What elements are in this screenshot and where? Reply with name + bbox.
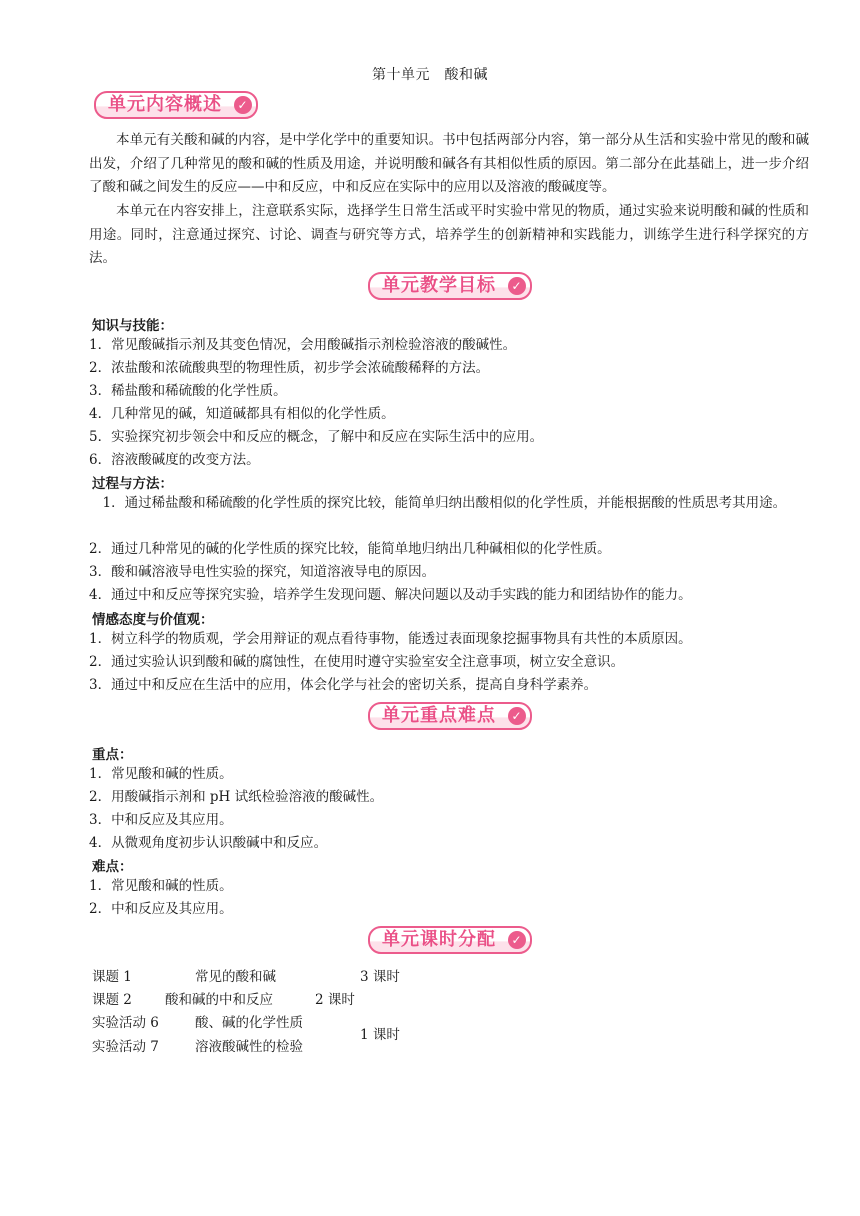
difficult-heading: 难点： [92, 859, 133, 875]
schedule-hours: 3 课时 [360, 969, 400, 985]
key-points-banner-label: 单元重点难点 [382, 705, 496, 726]
process-item: 3．酸和碱溶液导电性实验的探究，知道溶液导电的原因。 [89, 564, 436, 580]
key-item: 3．中和反应及其应用。 [89, 812, 233, 828]
knowledge-item: 3．稀盐酸和稀硫酸的化学性质。 [89, 383, 287, 399]
key-item: 2．用酸碱指示剂和 pH 试纸检验溶液的酸碱性。 [89, 789, 384, 805]
goals-banner [368, 273, 532, 299]
attitude-item: 2．通过实验认识到酸和碱的腐蚀性，在使用时遵守实验室安全注意事项，树立安全意识。 [89, 654, 625, 670]
schedule-banner-label: 单元课时分配 [382, 929, 496, 950]
difficult-item: 1．常见酸和碱的性质。 [89, 878, 233, 894]
difficult-item: 2．中和反应及其应用。 [89, 901, 233, 917]
knowledge-item: 2．浓盐酸和浓硫酸典型的物理性质，初步学会浓硫酸稀释的方法。 [89, 360, 490, 376]
knowledge-heading: 知识与技能： [92, 318, 173, 334]
overview-paragraph-1: 本单元有关酸和碱的内容，是中学化学中的重要知识。书中包括两部分内容，第一部分从生活和实验中常见的酸和碱出发，介绍了几种常见的酸和碱的性质及用途，并说明酸和碱各有其相似性质的原因。第二部分在此基础上，进一步介绍了酸和碱之间发生的反应——中和反应，中和反应在实际中的应用以及溶液的酸碱度等。 [89, 132, 809, 195]
schedule-topic: 酸和碱的中和反应 [165, 992, 273, 1008]
key-heading: 重点： [92, 747, 133, 763]
schedule-shared-hours: 1 课时 [360, 1027, 400, 1043]
attitude-heading: 情感态度与价值观： [92, 612, 214, 628]
schedule-topic: 常见的酸和碱 [195, 969, 276, 985]
schedule-banner [368, 927, 532, 953]
knowledge-item: 6．溶液酸碱度的改变方法。 [89, 452, 260, 468]
knowledge-item: 5．实验探究初步领会中和反应的概念，了解中和反应在实际生活中的应用。 [89, 429, 544, 445]
schedule-lesson: 实验活动 7 [92, 1039, 159, 1055]
key-item: 1．常见酸和碱的性质。 [89, 766, 233, 782]
schedule-topic: 溶液酸碱性的检验 [195, 1039, 303, 1055]
schedule-lesson: 课题 1 [92, 969, 132, 985]
attitude-item: 3．通过中和反应在生活中的应用，体会化学与社会的密切关系，提高自身科学素养。 [89, 677, 598, 693]
overview-banner-label: 单元内容概述 [108, 94, 222, 115]
process-heading: 过程与方法： [92, 476, 173, 492]
goals-banner-label: 单元教学目标 [382, 275, 496, 296]
schedule-hours: 2 课时 [315, 992, 355, 1008]
attitude-item: 1．树立科学的物质观，学会用辩证的观点看待事物，能透过表面现象挖掘事物具有共性的本质原因。 [89, 631, 692, 647]
process-item: 4．通过中和反应等探究实验，培养学生发现问题、解决问题以及动手实践的能力和团结协作的能力。 [89, 587, 692, 603]
check-icon: ✓ [234, 96, 252, 114]
overview-paragraph-2: 本单元在内容安排上，注意联系实际，选择学生日常生活或平时实验中常见的物质，通过实验来说明酸和碱的性质和用途。同时，注意通过探究、讨论、调查与研究等方式，培养学生的创新精神和实践能力，训练学生进行科学探究的方法。 [89, 203, 809, 266]
check-icon: ✓ [508, 931, 526, 949]
process-item: 2．通过几种常见的碱的化学性质的探究比较，能简单地归纳出几种碱相似的化学性质。 [89, 541, 611, 557]
knowledge-item: 4．几种常见的碱，知道碱都具有相似的化学性质。 [89, 406, 395, 422]
schedule-topic: 酸、碱的化学性质 [195, 1015, 303, 1031]
check-icon: ✓ [508, 707, 526, 725]
page-title: 第十单元 酸和碱 [372, 67, 488, 83]
check-icon: ✓ [508, 277, 526, 295]
schedule-lesson: 实验活动 6 [92, 1015, 159, 1031]
key-points-banner [368, 703, 532, 729]
knowledge-item: 1．常见酸碱指示剂及其变色情况，会用酸碱指示剂检验溶液的酸碱性。 [89, 337, 517, 353]
process-item: 1．通过稀盐酸和稀硫酸的化学性质的探究比较，能简单归纳出酸相似的化学性质，并能根据酸的性质思考其用途。 [102, 495, 787, 511]
key-item: 4．从微观角度初步认识酸碱中和反应。 [89, 835, 328, 851]
schedule-lesson: 课题 2 [92, 992, 132, 1008]
overview-banner [94, 92, 258, 118]
